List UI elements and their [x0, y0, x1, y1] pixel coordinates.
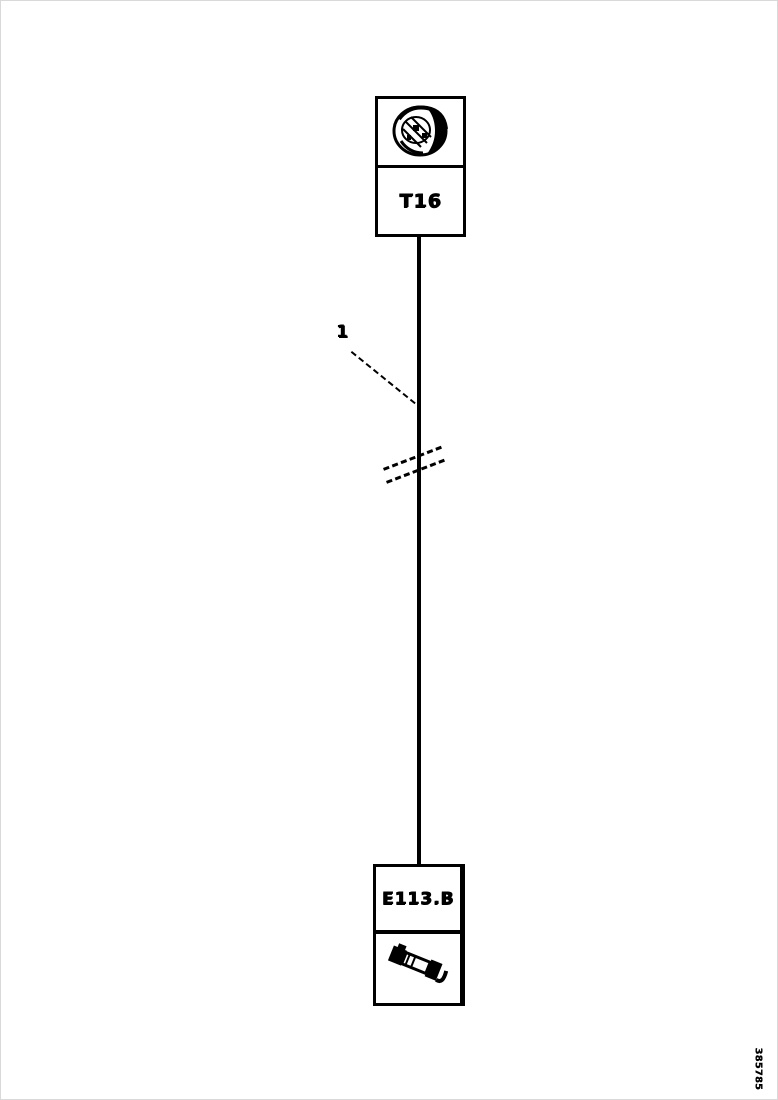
connector-box-t16: [375, 96, 466, 237]
round-connector-icon: [389, 101, 453, 163]
connector-photo-cell: [376, 934, 460, 1003]
drawing-corner-code: 385785: [752, 1047, 764, 1091]
connector-box-e113b: [373, 864, 463, 1006]
callout-leader-line: [351, 351, 416, 404]
connector-label-cell: [376, 867, 460, 934]
wire-callout-number: 1: [336, 322, 348, 342]
connector-label-e113b: E113.B: [381, 888, 455, 909]
inline-connector-icon: [382, 942, 454, 996]
wire-break-mark: [383, 446, 442, 471]
connector-label-t16: T16: [399, 190, 442, 212]
wire-line: [417, 234, 421, 866]
connector-label-cell: [378, 168, 463, 234]
connector-photo-cell: [378, 99, 463, 168]
